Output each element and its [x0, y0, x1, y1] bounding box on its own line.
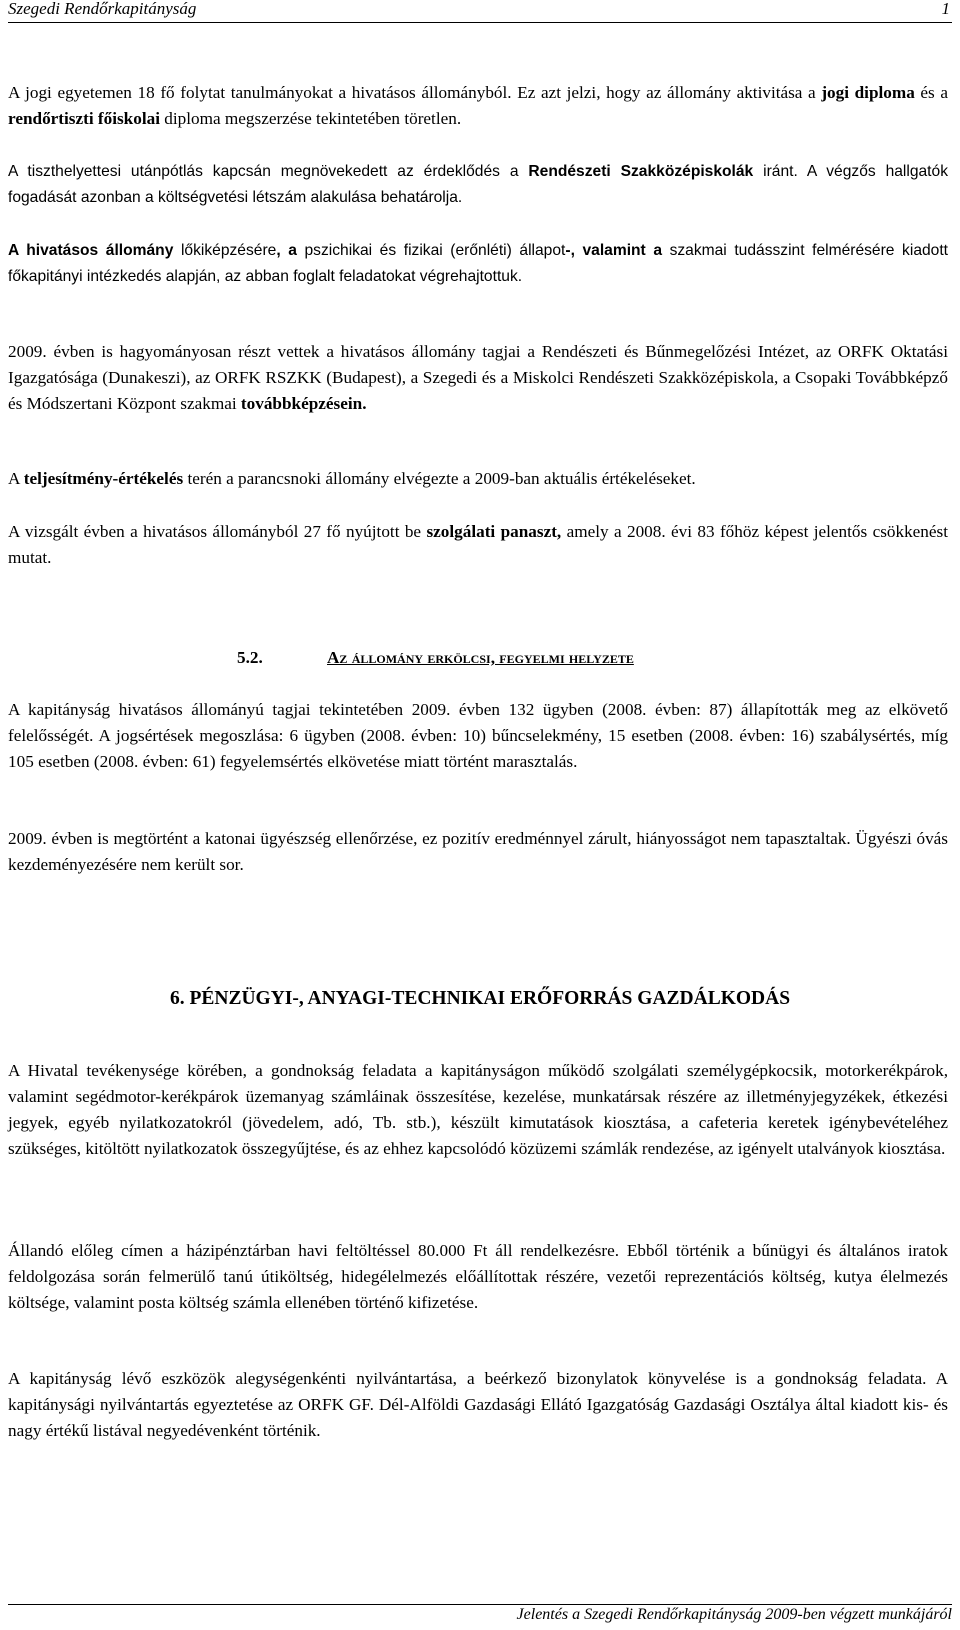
text-run: A — [8, 469, 24, 488]
paragraph-office-duties — [8, 1058, 948, 1162]
paragraph-text: A kapitányság hivatásos állományú tagjai tekintetében 2009. évben 132 ügyben (2008. évben: 87) állapították meg az elkövető felelősségét. A jogsértések megoszlása: 6 ügyben (2008. évben: 10) bűncselekmény, 15 esetben (2008. évben: 16) szabálysértés, míg 105 esetben (2008. évben: 61) fegyelemsértés elkövetése miatt történt marasztalás. — [8, 700, 948, 771]
header-title: Szegedi Rendőrkapitányság — [8, 0, 197, 18]
paragraph-text: 2009. évben is megtörtént a katonai ügyészség ellenőrzése, ez pozitív eredménnyel zárult, hiányosságot nem tapasztaltak. Ügyészi óvás kezdeményezésére nem került sor. — [8, 829, 948, 874]
paragraph-asset-register — [8, 1366, 948, 1444]
footer-text: Jelentés a Szegedi Rendőrkapitányság 2009-ben végzett munkájáról — [516, 1606, 952, 1623]
bold-run: rendőrtiszti főiskolai — [8, 109, 160, 128]
text-run: 2009. évben is hagyományosan részt vettek a hivatásos állomány tagjai a Rendészeti és Bűnmegelőzési Intézet, az ORFK Oktatási Igazgatósága (Dunakeszi), az ORFK RSZKK (Budapest), a Szegedi és a Miskolci Rendészeti Szakközépiskola, a Csopaki Továbbképző és Módszertani Központ szakmai — [8, 342, 948, 413]
page-header — [8, 0, 952, 23]
bold-run: A hivatásos állomány — [8, 242, 174, 259]
text-run: A jogi egyetemen 18 fő folytat tanulmányokat a hivatásos állományból. Ez azt jelzi, hogy az állomány aktivitása a — [8, 83, 822, 102]
paragraph-law-studies — [8, 80, 948, 132]
page-footer — [8, 1604, 952, 1630]
paragraph-training-assessment — [8, 238, 948, 290]
text-run: A vizsgált évben a hivatásos állományból 27 fő nyújtott be — [8, 522, 427, 541]
bold-run: továbbképzésein. — [240, 394, 367, 413]
text-run: terén a parancsnoki állomány elvégezte a 2009-ban aktuális értékeléseket. — [183, 469, 696, 488]
text-run: amely a 2008. évi 83 főhöz képest jelentős csökkenést mutat. — [8, 522, 948, 567]
bold-run: , a — [276, 242, 297, 259]
paragraph-nco-supply — [8, 159, 948, 211]
bold-run: teljesítmény-értékelés — [23, 469, 184, 488]
bold-run: Rendészeti Szakközépiskolák — [528, 163, 754, 180]
section-title: Az állomány erkölcsi, fegyelmi helyzete — [327, 648, 634, 667]
paragraph-disciplinary-cases — [8, 697, 948, 775]
text-run: pszichikai és fizikai (erőnléti) állapot — [296, 242, 566, 259]
text-run: A tiszthelyettesi utánpótlás kapcsán megnövekedett az érdeklődés a — [8, 163, 529, 180]
paragraph-further-training — [8, 339, 948, 417]
text-run: és a — [914, 83, 948, 102]
paragraph-service-complaints — [8, 519, 948, 571]
paragraph-performance-evaluation — [8, 466, 948, 492]
paragraph-text: A Hivatal tevékenysége körében, a gondnokság feladata a kapitányságon működő szolgálati személygépkocsik, motorkerékpárok, valamint segédmotor-kerékpárok üzemanyag számláinak összesítése, kezelése, munkatársak részére az illetményjegyzékek, étkezési jegyek, egyéb nyilatkozatokról (jövedelem, adó, Tb. stb.), készült kimutatások kiosztása, a cafeteria keretek igénybevételéhez szükséges, kitöltött nyilatkozatok összegyűjtése, és az ehhez kapcsolódó közüzemi számlák rendezése, az igényelt utalványok kiosztása. — [8, 1061, 948, 1158]
text-run: iránt. A végzős hallgatók fogadását azonban a költségvetési létszám alakulása behatárolja. — [8, 163, 948, 206]
bold-run: szolgálati panaszt, — [426, 522, 562, 541]
text-run: lőkiképzésére — [173, 242, 277, 259]
paragraph-text: A kapitányság lévő eszközök alegységenkénti nyilvántartása, a beérkező bizonylatok könyvelése is a gondnokság feladata. A kapitánysági nyilvántartás egyeztetése az ORFK GF. Dél-Alföldi Gazdasági Ellátó Igazgatóság Gazdasági Osztálya által kiadott kis- és nagy értékű listával negyedévenként történik. — [8, 1369, 948, 1440]
bold-run: -, valamint a — [565, 242, 662, 259]
section-heading — [237, 645, 634, 671]
paragraph-text: Állandó előleg címen a házipénztárban havi feltöltéssel 80.000 Ft áll rendelkezésre. Ebből történik a bűnügyi és általános iratok feldolgozása során felmerülő tanú útiköltség, hidegélelmezés előállítottak részére, vezetői reprezentációs költség, kutya élelmezés költsége, valamint posta költség számla ellenében történő kifizetése. — [8, 1241, 948, 1312]
text-run: diploma megszerzése tekintetében töretlen. — [159, 109, 462, 128]
bold-run: jogi diploma — [821, 83, 915, 102]
page-number: 1 — [941, 0, 950, 18]
text-run: szakmai tudásszint felmérésére kiadott főkapitányi intézkedés alapján, az abban foglalt feladatokat végrehajtottuk. — [8, 242, 948, 285]
section-number: 5.2. — [237, 648, 263, 667]
chapter-heading: 6. PÉNZÜGYI-, ANYAGI-TECHNIKAI ERŐFORRÁS GAZDÁLKODÁS — [169, 988, 791, 1009]
paragraph-prosecutor-inspection — [8, 826, 948, 878]
paragraph-petty-cash — [8, 1238, 948, 1316]
